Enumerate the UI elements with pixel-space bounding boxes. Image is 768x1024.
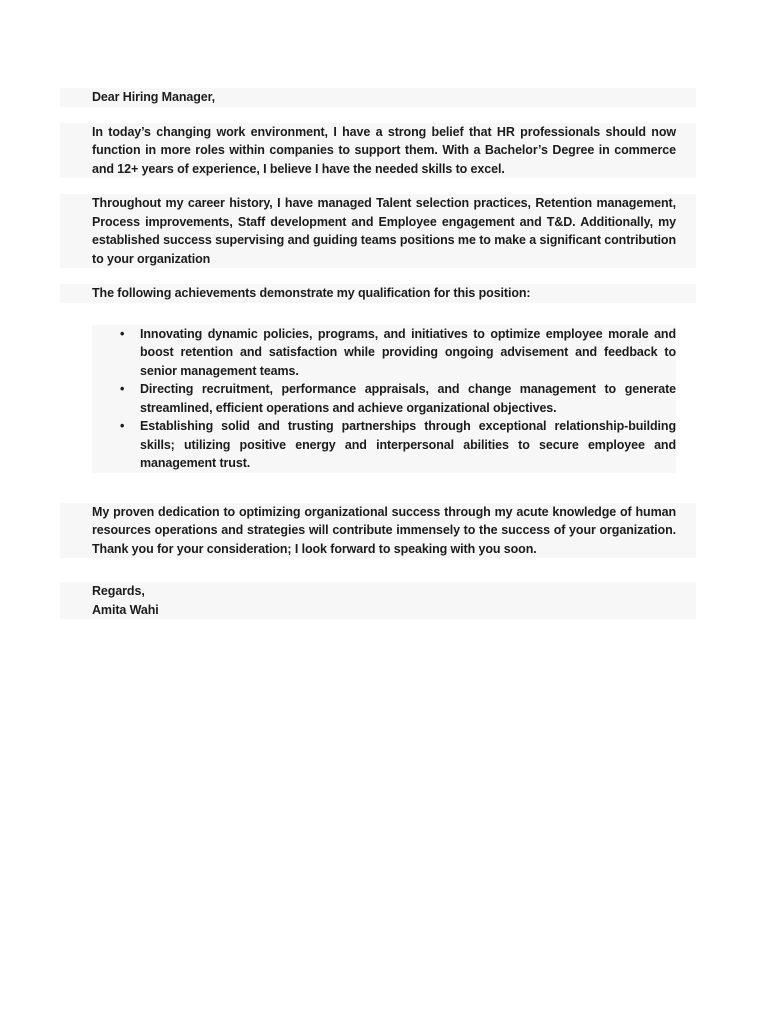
list-item: [92, 417, 676, 473]
achievement-text: Directing recruitment, performance appraisals, and change management to generate streamlined, efficient operations and achieve organizational objectives.: [140, 382, 676, 415]
list-item: [92, 380, 676, 417]
cover-letter: [60, 88, 696, 619]
paragraph-career-history: Throughout my career history, I have managed Talent selection practices, Retention management, Process improvements, Staff development and Employee engagement and T&D. Additionally, my established success supervising and guiding teams positions me to make a significant contribution to your organization: [60, 194, 696, 268]
list-item: [92, 325, 676, 381]
signature-name: Amita Wahi: [60, 601, 696, 620]
salutation: Dear Hiring Manager,: [60, 88, 696, 107]
achievements-list: [60, 325, 696, 473]
paragraph-closing: My proven dedication to optimizing organizational success through my acute knowledge of human resources operations and strategies will contribute immensely to the success of your organization. Thank you for your consideration; I look forward to speaking with you soon.: [60, 503, 696, 559]
bullet-icon: •: [120, 326, 125, 341]
achievement-text: Establishing solid and trusting partnerships through exceptional relationship-building skills; utilizing positive energy and interpersonal abilities to secure employee and management trust.: [140, 419, 676, 470]
paragraph-achievements-lead-in: The following achievements demonstrate my qualification for this position:: [60, 284, 696, 303]
bullet-icon: •: [120, 419, 125, 433]
achievement-text: Innovating dynamic policies, programs, and initiatives to optimize employee morale and boost retention and satisfaction while providing ongoing advisement and feedback to senior management teams.: [140, 326, 676, 378]
bullet-icon: •: [120, 382, 125, 396]
signoff: Regards,: [60, 582, 696, 601]
paragraph-intro: In today’s changing work environment, I have a strong belief that HR professionals should now function in more roles within companies to support them. With a Bachelor’s Degree in commerce and 12+ years of experience, I believe I have the needed skills to excel.: [60, 123, 696, 179]
